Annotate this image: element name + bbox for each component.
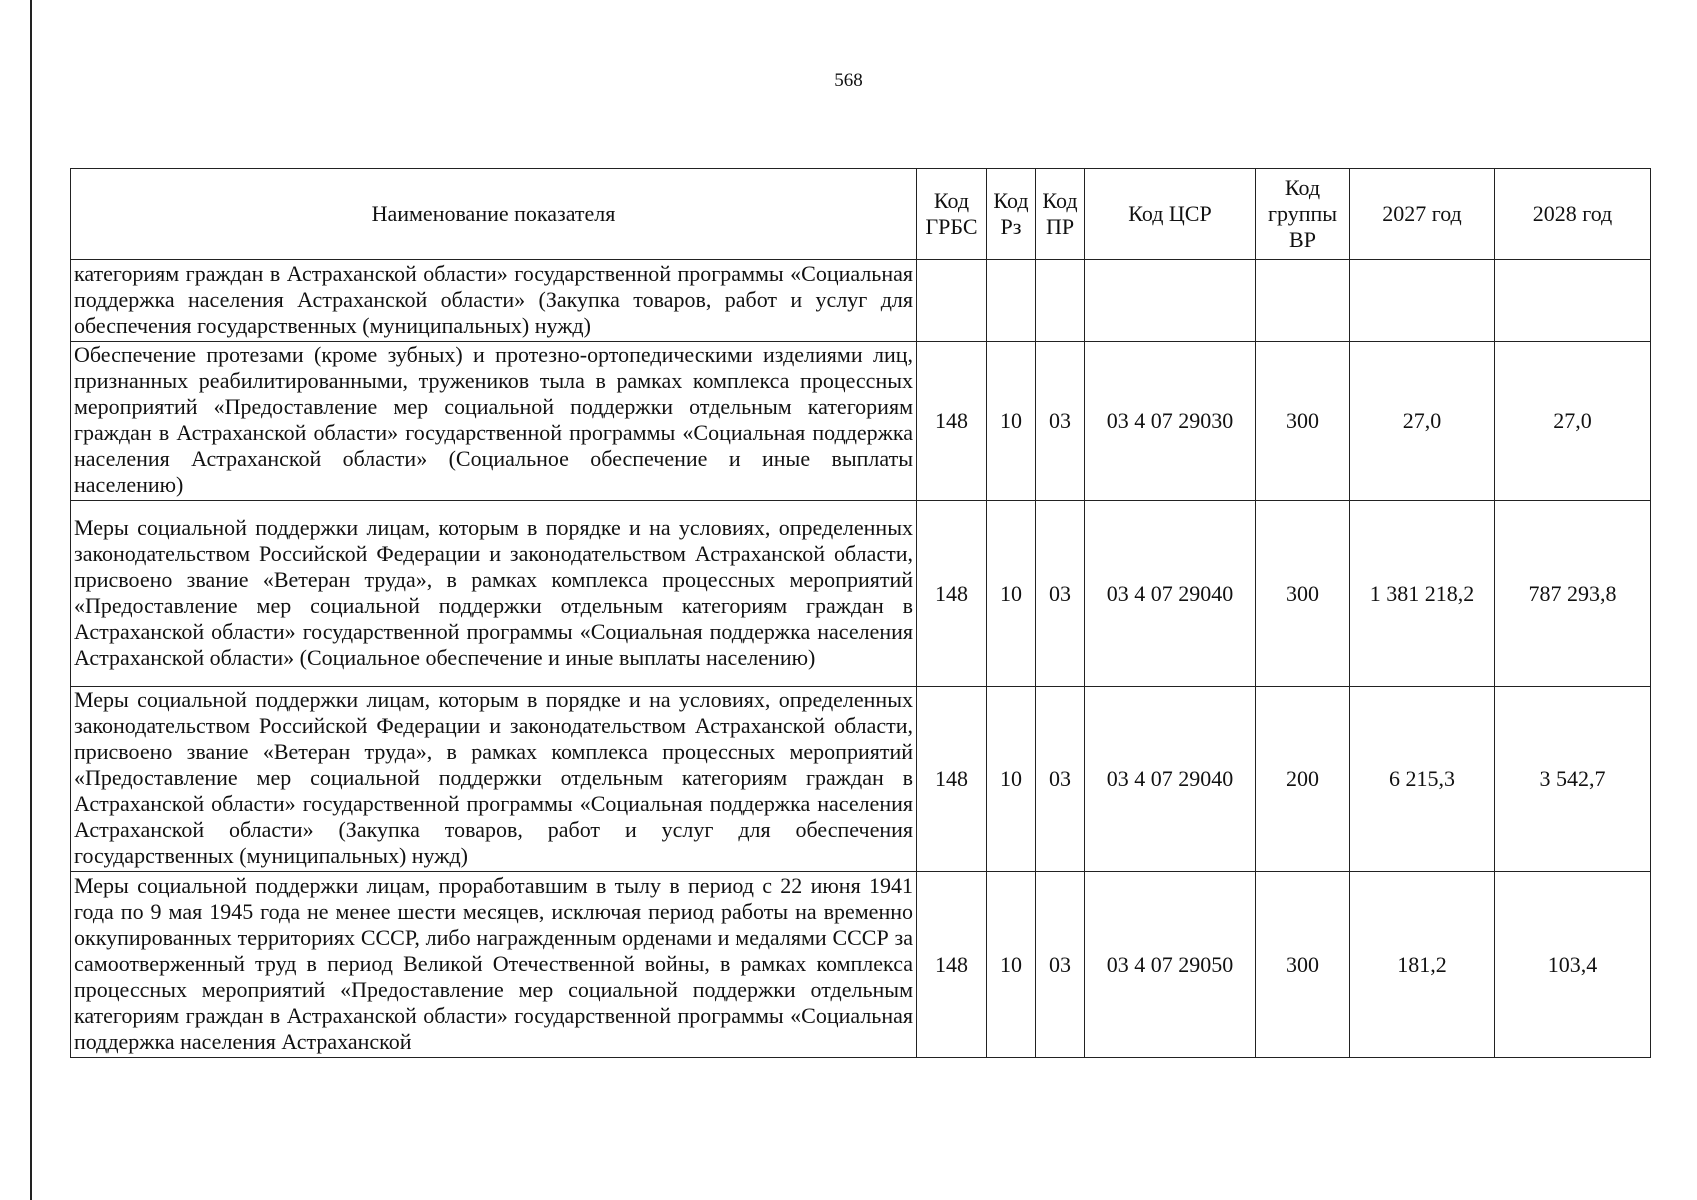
column-header-text: 2028 год — [1532, 201, 1613, 226]
table-row — [71, 342, 1651, 501]
column-header-text: Код — [933, 188, 970, 213]
cell-y2028 — [1495, 260, 1651, 342]
cell-name: Обеспечение протезами (кроме зубных) и протезно-ортопедическими изделиями лиц, признанных реабилитированными, тружеников тыла в рамках комплекса процессных мероприятий «Предоставление мер социальной поддержки отдельным категориям граждан в Астраханской области» государственной программы «Социальная поддержка населения Астраханской области» (Социальное обеспечение и иные выплаты населению) — [71, 342, 917, 501]
cell-name: категориям граждан в Астраханской области» государственной программы «Социальная поддержка населения Астраханской области» (Закупка товаров, работ и услуг для обеспечения государственных (муниципальных) нужд) — [71, 260, 917, 342]
column-header-vr — [1256, 169, 1350, 260]
column-header-text: Код ЦСР — [1128, 201, 1212, 226]
column-header-csr — [1085, 169, 1256, 260]
cell-vr — [1256, 260, 1350, 342]
column-header-name — [71, 169, 917, 260]
cell-rz: 10 — [987, 501, 1036, 687]
cell-grbs: 148 — [917, 501, 987, 687]
cell-vr: 300 — [1256, 501, 1350, 687]
column-header-text: 2027 год — [1382, 201, 1462, 226]
column-header-text: ВР — [1289, 227, 1316, 252]
cell-rz: 10 — [987, 687, 1036, 872]
page-number: 568 — [834, 70, 863, 91]
cell-csr — [1085, 260, 1256, 342]
column-header-text: ГРБС — [925, 214, 978, 239]
left-margin-rule — [30, 0, 32, 1200]
cell-pr: 03 — [1036, 501, 1085, 687]
column-header-rz — [987, 169, 1036, 260]
cell-vr: 300 — [1256, 872, 1350, 1058]
cell-y2027: 1 381 218,2 — [1350, 501, 1495, 687]
table-body — [71, 260, 1651, 1058]
cell-vr: 300 — [1256, 342, 1350, 501]
cell-name: Меры социальной поддержки лицам, которым в порядке и на условиях, определенных законодательством Российской Федерации и законодательством Астраханской области, присвоено звание «Ветеран труда», в рамках комплекса процессных мероприятий «Предоставление мер социальной поддержки отдельным категориям граждан в Астраханской области» государственной программы «Социальная поддержка населения Астраханской области» (Социальное обеспечение и иные выплаты населению) — [71, 501, 917, 687]
column-header-y2027 — [1350, 169, 1495, 260]
cell-csr: 03 4 07 29050 — [1085, 872, 1256, 1058]
table-row — [71, 501, 1651, 687]
cell-name: Меры социальной поддержки лицам, которым в порядке и на условиях, определенных законодательством Российской Федерации и законодательством Астраханской области, присвоено звание «Ветеран труда», в рамках комплекса процессных мероприятий «Предоставление мер социальной поддержки отдельным категориям граждан в Астраханской области» государственной программы «Социальная поддержка населения Астраханской области» (Закупка товаров, работ и услуг для обеспечения государственных (муниципальных) нужд) — [71, 687, 917, 872]
cell-rz — [987, 260, 1036, 342]
cell-pr: 03 — [1036, 872, 1085, 1058]
cell-y2028: 27,0 — [1495, 342, 1651, 501]
cell-y2028: 787 293,8 — [1495, 501, 1651, 687]
cell-grbs: 148 — [917, 687, 987, 872]
column-header-text: ПР — [1045, 214, 1075, 239]
column-header-grbs — [917, 169, 987, 260]
cell-pr — [1036, 260, 1085, 342]
column-header-text: Рз — [1000, 214, 1022, 239]
cell-grbs: 148 — [917, 872, 987, 1058]
cell-y2027 — [1350, 260, 1495, 342]
cell-csr: 03 4 07 29040 — [1085, 687, 1256, 872]
cell-y2027: 27,0 — [1350, 342, 1495, 501]
cell-pr: 03 — [1036, 687, 1085, 872]
table-row — [71, 872, 1651, 1058]
column-header-text: Код — [1284, 175, 1321, 200]
cell-y2028: 3 542,7 — [1495, 687, 1651, 872]
cell-y2028: 103,4 — [1495, 872, 1651, 1058]
budget-table — [70, 168, 1651, 1058]
cell-csr: 03 4 07 29040 — [1085, 501, 1256, 687]
cell-name: Меры социальной поддержки лицам, проработавшим в тылу в период с 22 июня 1941 года по 9 мая 1945 года не менее шести месяцев, исключая период работы на временно оккупированных территориях СССР, либо награжденным орденами и медалями СССР за самоотверженный труд в период Великой Отечественной войны, в рамках комплекса процессных мероприятий «Предоставление мер социальной поддержки отдельным категориям граждан в Астраханской области» государственной программы «Социальная поддержка населения Астраханской — [71, 872, 917, 1058]
column-header-text: Код — [1042, 188, 1078, 213]
column-header-pr — [1036, 169, 1085, 260]
column-header-text: группы — [1267, 201, 1338, 226]
table-row — [71, 260, 1651, 342]
cell-y2027: 6 215,3 — [1350, 687, 1495, 872]
table-header-row — [71, 169, 1651, 260]
cell-csr: 03 4 07 29030 — [1085, 342, 1256, 501]
cell-grbs — [917, 260, 987, 342]
table-row — [71, 687, 1651, 872]
cell-grbs: 148 — [917, 342, 987, 501]
cell-vr: 200 — [1256, 687, 1350, 872]
cell-rz: 10 — [987, 342, 1036, 501]
column-header-y2028 — [1495, 169, 1651, 260]
cell-y2027: 181,2 — [1350, 872, 1495, 1058]
cell-pr: 03 — [1036, 342, 1085, 501]
column-header-text: Наименование показателя — [371, 201, 616, 226]
column-header-text: Код — [993, 188, 1029, 213]
cell-rz: 10 — [987, 872, 1036, 1058]
